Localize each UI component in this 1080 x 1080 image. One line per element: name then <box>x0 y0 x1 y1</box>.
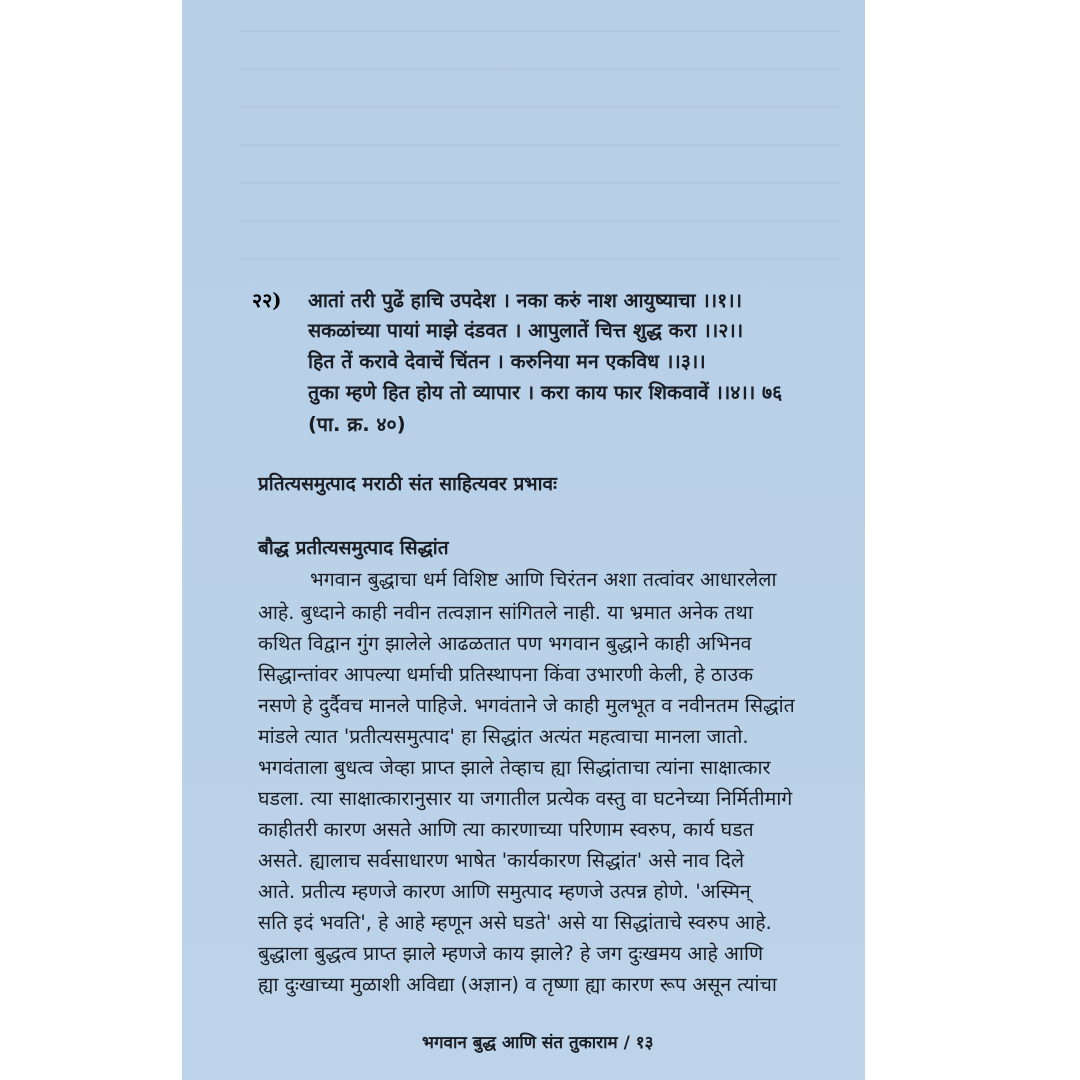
page-footer: भगवान बुद्ध आणि संत तुकाराम / १३ <box>422 1033 654 1053</box>
paragraph-line: ह्या दुःखाच्या मुळाशी अविद्या (अज्ञान) व तृष्णा ह्या कारण रूप असून त्यांचा <box>258 973 777 996</box>
paragraph-line: आते. प्रतीत्य म्हणजे कारण आणि समुत्पाद म्हणजे उत्पन्न होणे. 'अस्मिन् <box>258 880 751 903</box>
paragraph-line: नसणे हे दुर्दैवच मानले पाहिजे. भगवंताने जे काही मुलभूत व नवीनतम सिद्धांत <box>258 694 795 717</box>
subsection-heading: बौद्ध प्रतीत्यसमुत्पाद सिद्धांत <box>258 537 449 559</box>
paragraph-line: असते. ह्यालाच सर्वसाधारण भाषेत 'कार्यकारण सिद्धांत' असे नाव दिले <box>258 849 745 872</box>
paragraph-line: बुद्धाला बुद्धत्व प्राप्त झाले म्हणजे काय झाले? हे जग दुःखमय आहे आणि <box>258 942 764 965</box>
verse-line-4: तुका म्हणे हित होय तो व्यापार । करा काय फार शिकवावें ।।४।। ७६ <box>308 381 783 404</box>
paragraph-line: मांडले त्यात 'प्रतीत्यसमुत्पाद' हा सिद्धांत अत्यंत महत्वाचा मानला जातो. <box>258 725 749 748</box>
paragraph-line: भगवंताला बुधत्व जेव्हा प्राप्त झाले तेव्हाच ह्या सिद्धांताचा त्यांना साक्षात्कार <box>258 756 771 779</box>
section-heading: प्रतित्यसमुत्पाद मराठी संत साहित्यवर प्रभावः <box>258 473 557 495</box>
paragraph-line: भगवान बुद्धाचा धर्म विशिष्ट आणि चिरंतन अशा तत्वांवर आधारलेला <box>310 568 777 591</box>
paragraph-line: आहे. बुध्दाने काही नवीन तत्वज्ञान सांगितले नाही. या भ्रमात अनेक तथा <box>258 601 753 624</box>
paragraph-line: काहीतरी कारण असते आणि त्या कारणाच्या परिणाम स्वरुप, कार्य घडत <box>258 818 754 841</box>
paragraph-line: सति इदं भवति', हे आहे म्हणून असे घडते' असे या सिद्धांताचे स्वरुप आहे. <box>258 911 772 934</box>
book-page <box>182 0 865 1080</box>
paragraph-line: कथित विद्वान गुंग झालेले आढळतात पण भगवान बुद्धाने काही अभिनव <box>258 632 752 655</box>
verse-line-2: सकळांच्या पायां माझे दंडवत । आपुलातें चित्त शुद्ध करा ।।२।। <box>308 319 744 342</box>
verse-number: २२) <box>252 289 282 312</box>
verse-reference: (पा. क्र. ४०) <box>308 413 406 436</box>
paragraph-line: घडला. त्या साक्षात्कारानुसार या जगातील प्रत्येक वस्तु वा घटनेच्या निर्मितीमागे <box>258 787 793 810</box>
paragraph-line: सिद्धान्तांवर आपल्या धर्माची प्रतिस्थापना किंवा उभारणी केली, हे ठाउक <box>258 663 754 686</box>
verse-line-3: हित तें करावे देवाचें चिंतन । करुनिया मन एकविध ।।३।। <box>308 350 706 373</box>
show-through-text <box>240 30 840 270</box>
verse-line-1: आतां तरी पुढें हाचि उपदेश । नका करुं नाश आयुष्याचा ।।१।। <box>308 289 743 312</box>
